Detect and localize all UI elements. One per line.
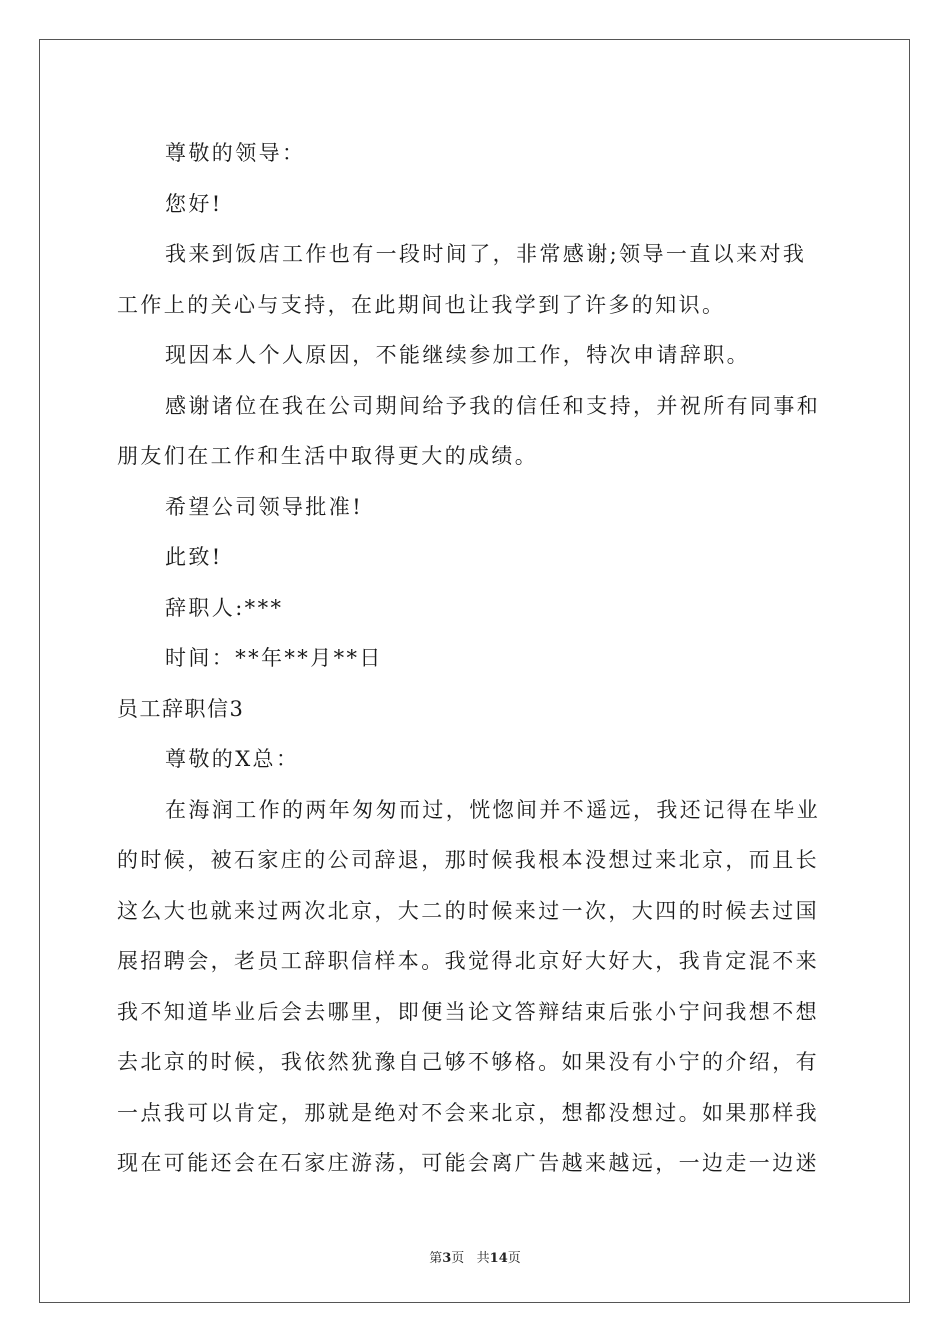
paragraph-line: 现在可能还会在石家庄游荡，可能会离广告越来越远，一边走一边迷 <box>117 1151 819 1175</box>
paragraph-line: 的时候，被石家庄的公司辞退，那时候我根本没想过来北京，而且长 <box>117 848 819 872</box>
paragraph-line: 朋友们在工作和生活中取得更大的成绩。 <box>117 444 539 468</box>
salutation: 尊敬的领导： <box>165 141 306 165</box>
closing: 此致! <box>165 545 223 569</box>
page-total: 14 <box>489 1251 508 1266</box>
paragraph-line: 工作上的关心与支持，在此期间也让我学到了许多的知识。 <box>117 292 726 317</box>
paragraph-line: 我不知道毕业后会去哪里，即便当论文答辩结束后张小宁问我想不想 <box>117 999 819 1024</box>
paragraph-line: 在海润工作的两年匆匆而过，恍惚间并不遥远，我还记得在毕业 <box>165 797 821 822</box>
page-current: 3 <box>442 1251 452 1266</box>
paragraph-line: 展招聘会，老员工辞职信样本。我觉得北京好大好大，我肯定混不来 <box>117 949 819 973</box>
page-suffix: 页 <box>507 1251 521 1266</box>
paragraph-line: 感谢诸位在我在公司期间给予我的信任和支持，并祝所有同事和 <box>165 393 821 418</box>
paragraph-line: 一点我可以肯定，那就是绝对不会来北京，想都没想过。如果那样我 <box>117 1100 819 1125</box>
section-title: 员工辞职信3 <box>117 696 245 721</box>
greeting: 您好! <box>165 191 223 216</box>
signer: 辞职人:*** <box>165 595 284 620</box>
paragraph-line: 希望公司领导批准! <box>165 494 364 519</box>
paragraph-line: 现因本人个人原因，不能继续参加工作，特次申请辞职。 <box>165 343 750 367</box>
page-mid: 页 共 <box>451 1251 490 1266</box>
paragraph-line: 我来到饭店工作也有一段时间了，非常感谢;领导一直以来对我 <box>165 242 807 266</box>
document-body <box>117 128 835 1189</box>
paragraph-line: 去北京的时候，我依然犹豫自己够不够格。如果没有小宁的介绍，有 <box>117 1050 819 1074</box>
date: 时间：**年**月**日 <box>165 646 383 670</box>
page-number-footer <box>0 1247 950 1266</box>
salutation: 尊敬的X总： <box>165 747 300 771</box>
paragraph-line: 这么大也就来过两次北京，大二的时候来过一次，大四的时候去过国 <box>117 898 819 923</box>
page-prefix: 第 <box>429 1251 443 1266</box>
